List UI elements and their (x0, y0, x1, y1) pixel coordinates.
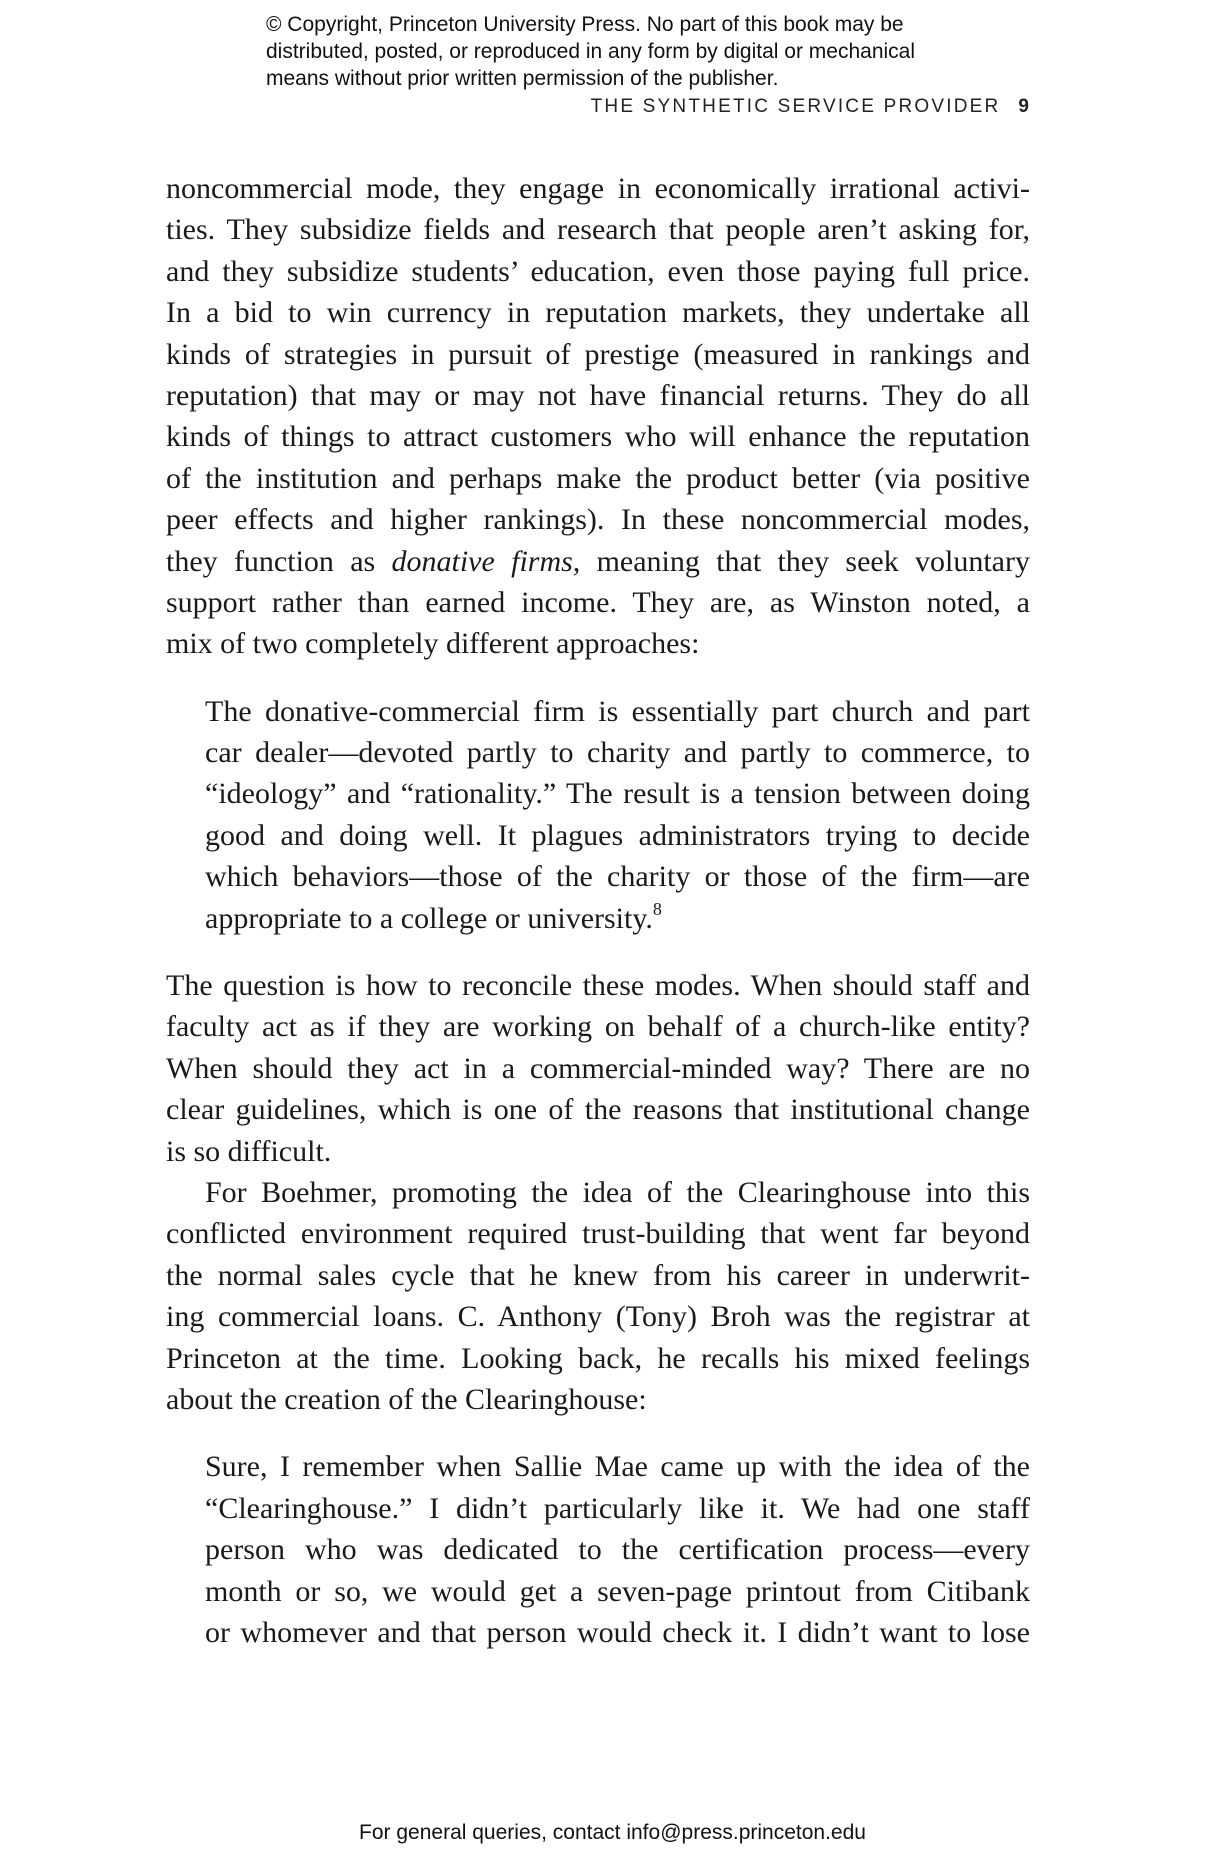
quote-line: “ideology” and “rationality.” The result is a tension between doing (205, 777, 1030, 811)
text-segment: they function as (166, 544, 376, 578)
running-head-title: THE SYNTHETIC SERVICE PROVIDER (590, 96, 1001, 117)
text-line: noncommercial mode, they engage in economically irrational activi- (166, 172, 1030, 205)
text-line: peer effects and higher rankings). In these noncommercial modes, (166, 503, 1030, 537)
text-segment: meaning that they seek voluntary (596, 544, 1030, 578)
text-line: conflicted environment required trust-building that went far beyond (166, 1217, 1030, 1251)
paragraph (166, 1172, 1030, 1420)
quote-line: Sure, I remember when Sallie Mae came up with the idea of the (205, 1450, 1030, 1484)
copyright-notice (266, 11, 986, 92)
text-line (166, 541, 1030, 582)
text-line: kinds of things to attract customers who will enhance the reputation (166, 420, 1030, 454)
text-segment: appropriate to a college or university. (205, 901, 653, 935)
text-line: of the institution and perhaps make the product better (via positive (166, 461, 1030, 495)
quote-line: person who was dedicated to the certification process—every (205, 1533, 1030, 1567)
paragraph (166, 965, 1030, 1172)
quote-line: The donative-commercial firm is essentially part church and part (205, 694, 1030, 728)
quote-line: car dealer—devoted partly to charity and partly to commerce, to (205, 736, 1030, 770)
italic-term: donative firms, (391, 544, 581, 578)
paragraph (166, 168, 1030, 665)
text-line: ties. They subsidize fields and research that people aren’t asking for, (166, 213, 1030, 247)
text-line: The question is how to reconcile these modes. When should staff and (166, 969, 1030, 1003)
text-line: Princeton at the time. Looking back, he recalls his mixed feelings (166, 1341, 1030, 1375)
body-text (166, 168, 1030, 1653)
text-line: faculty act as if they are working on behalf of a church-like entity? (166, 1010, 1030, 1044)
block-quote (205, 691, 1030, 939)
quote-line: which behaviors—those of the charity or those of the firm—are (205, 860, 1030, 894)
text-line: support rather than earned income. They are, as Winston noted, a (166, 585, 1030, 619)
footer-contact: For general queries, contact info@press.princeton.edu (359, 1821, 866, 1844)
text-line: For Boehmer, promoting the idea of the Clearinghouse into this (205, 1175, 1030, 1209)
text-line: kinds of strategies in pursuit of prestige (measured in rankings and (166, 337, 1030, 371)
text-line: mix of two completely different approaches: (166, 627, 700, 661)
quote-line: or whomever and that person would check it. I didn’t want to lose (205, 1615, 1030, 1649)
text-line: reputation) that may or may not have financial returns. They do all (166, 378, 1030, 412)
quote-line: good and doing well. It plagues administrators trying to decide (205, 818, 1030, 852)
text-line: about the creation of the Clearinghouse: (166, 1382, 647, 1416)
copyright-line: distributed, posted, or reproduced in any form by digital or mechanical (266, 40, 916, 63)
running-head (591, 96, 1029, 118)
quote-line (205, 898, 1030, 939)
footnote-marker: 8 (652, 898, 662, 919)
text-line: and they subsidize students’ education, even those paying full price. (166, 254, 1030, 288)
text-line: is so difficult. (166, 1134, 332, 1168)
text-line: In a bid to win currency in reputation markets, they undertake all (166, 296, 1030, 330)
text-line: When should they act in a commercial-minded way? There are no (166, 1051, 1030, 1085)
copyright-line: means without prior written permission of the publisher. (266, 67, 779, 90)
text-line: ing commercial loans. C. Anthony (Tony) Broh was the registrar at (166, 1300, 1030, 1334)
text-line: clear guidelines, which is one of the reasons that institutional change (166, 1093, 1030, 1127)
text-line: the normal sales cycle that he knew from his career in underwrit- (166, 1258, 1030, 1292)
block-quote (205, 1446, 1030, 1653)
quote-line: month or so, we would get a seven-page printout from Citibank (205, 1574, 1030, 1608)
quote-line: “Clearinghouse.” I didn’t particularly like it. We had one staff (205, 1491, 1030, 1525)
copyright-line: © Copyright, Princeton University Press. No part of this book may be (266, 13, 904, 36)
page-number: 9 (1018, 96, 1029, 117)
